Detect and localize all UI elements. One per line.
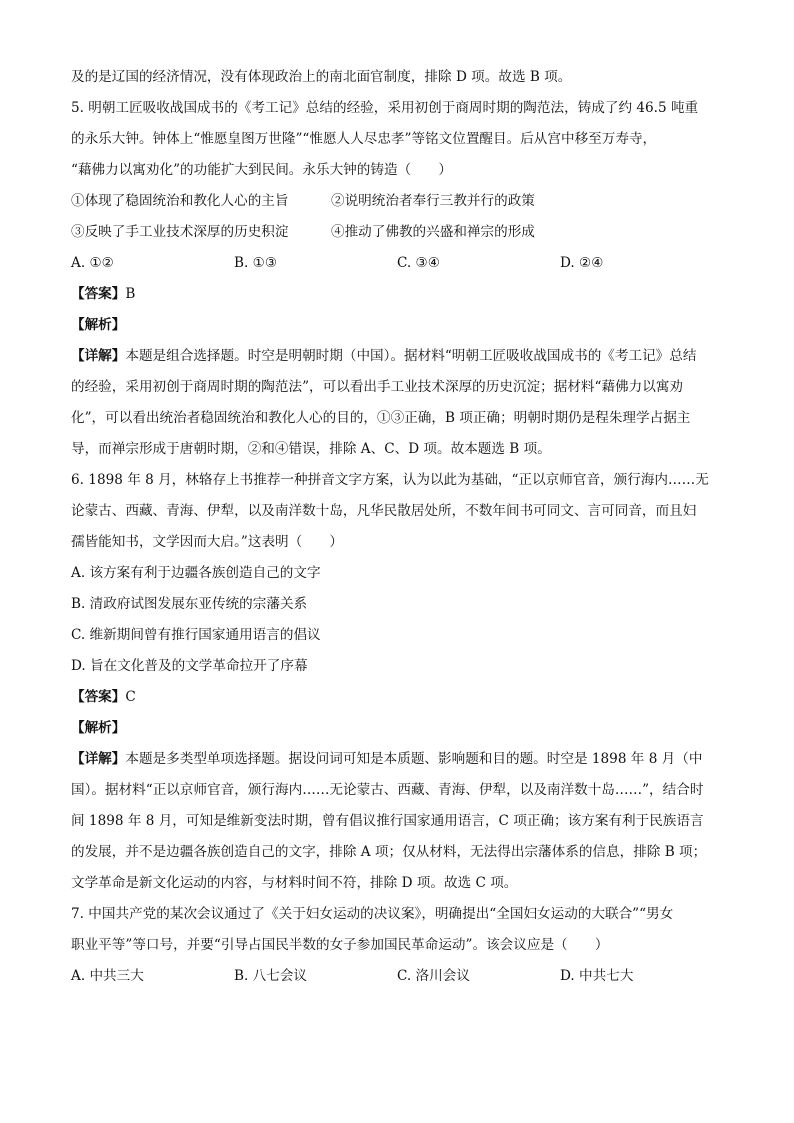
- q7-option-b: B. 八七会议: [234, 968, 308, 984]
- q5-detail-line-2: 的经验，采用初创于商周时期的陶范法”，可以看出手工业技术深厚的历史沉淀；据材料“藉佛力以寓劝: [71, 379, 684, 395]
- q5-items-row-1: [71, 186, 723, 217]
- q5-option-b: B. ①③: [234, 255, 278, 271]
- q5-stem-line-2: 的永乐大钟。钟体上“惟愿皇图万世隆”“惟愿人人尽忠孝”等铭文位置醒目。后从宫中移至万寿寺，: [71, 131, 657, 147]
- q6-detail-line-2: 国）。据材料“正以京师官音，颁行海内……无论蒙古、西藏、青海、伊犁，以及南洋数十岛……”，结合时: [71, 782, 704, 798]
- q5-detail-line-3: 化”，可以看出统治者稳固统治和教化人心的目的，①③正确，B 项正确；明朝时期仍是程朱理学占据主: [71, 410, 691, 426]
- question-6: [71, 465, 723, 899]
- q5-answer-tag: 【答案】: [71, 286, 126, 302]
- q6-stem-line-1: 6. 1898 年 8 月，林辂存上书推荐一种拼音文字方案，认为以此为基础，“正以京师官音，颁行海内……无: [71, 472, 709, 488]
- q5-analysis: [71, 310, 723, 341]
- q6-option-b: B. 清政府试图发展东亚传统的宗藩关系: [71, 596, 308, 612]
- q5-option-d: D. ②④: [560, 255, 604, 271]
- q6-detail-line-4: 的发展，并不是边疆各族创造自己的文字，排除 A 项；仅从材料，无法得出宗藩体系的信息，排除 B 项；: [71, 844, 707, 860]
- q6-answer-tag: 【答案】: [71, 689, 126, 705]
- q7-stem-line-1: 7. 中国共产党的某次会议通过了《关于妇女运动的决议案》，明确提出“全国妇女运动的大联合”“男女: [71, 906, 674, 922]
- q6-stem-line-2: 论蒙古、西藏、青海、伊犁，以及南洋数十岛，凡华民散居处所，不数年间书可同文、言可同音，而且妇: [71, 503, 697, 519]
- q5-item-2: ②说明统治者奉行三教并行的政策: [331, 193, 535, 209]
- q6-answer-value: C: [125, 689, 136, 705]
- q6-option-d: D. 旨在文化普及的文学革命拉开了序幕: [71, 658, 308, 674]
- q5-stem-line-1: 5. 明朝工匠吸收战国成书的《考工记》总结的经验，采用初创于商周时期的陶范法，铸成了约 46.5 吨重: [71, 100, 699, 116]
- q5-option-a: A. ①②: [71, 255, 114, 271]
- q5-analysis-tag: 【解析】: [71, 317, 126, 333]
- q5-items-row-2: [71, 217, 723, 248]
- q6-detail-tag: 【详解】: [71, 751, 126, 767]
- document-page: [71, 62, 723, 992]
- intro-text: 及的是辽国的经济情况，没有体现政治上的南北面官制度，排除 D 项。故选 B 项。: [71, 69, 572, 85]
- q5-answer: [71, 279, 723, 310]
- q6-analysis-tag: 【解析】: [71, 720, 126, 736]
- q6-stem-line-3: 孺皆能知书，文学因而大启。”这表明（ ）: [71, 534, 344, 550]
- q6-detail-line-1: [71, 744, 723, 775]
- q7-options: [71, 961, 723, 992]
- q5-detail-tag: 【详解】: [71, 348, 126, 364]
- q7-stem-line-2: 职业平等”等口号，并要“引导占国民半数的女子参加国民革命运动”。该会议应是（ ）: [71, 937, 609, 953]
- q5-item-4: ④推动了佛教的兴盛和禅宗的形成: [331, 224, 535, 240]
- q6-detail-line-5: 文学革命是新文化运动的内容，与材料时间不符，排除 D 项。故选 C 项。: [71, 875, 518, 891]
- q7-option-d: D. 中共七大: [560, 968, 634, 984]
- q5-options: [71, 248, 723, 279]
- q5-stem-line-3: “藉佛力以寓劝化”的功能扩大到民间。永乐大钟的铸造（ ）: [71, 162, 452, 178]
- q7-option-a: A. 中共三大: [71, 968, 144, 984]
- q6-detail-line-3: 间 1898 年 8 月，可知是维新变法时期，曾有倡议推行国家通用语言，C 项正确；该方案有利于民族语言: [71, 813, 704, 829]
- q5-item-1: ①体现了稳固统治和教化人心的主旨: [71, 193, 289, 209]
- question-5: [71, 93, 723, 465]
- q6-option-c: C. 维新期间曾有推行国家通用语言的倡议: [71, 627, 321, 643]
- q5-detail-line-1: [71, 341, 723, 372]
- q5-detail-text-1: 本题是组合选择题。时空是明朝时期（中国）。据材料“明朝工匠吸收战国成书的《考工记》总结: [125, 348, 697, 364]
- q5-detail-line-4: 导，而禅宗形成于唐朝时期，②和④错误，排除 A、C、D 项。故本题选 B 项。: [71, 441, 551, 457]
- q5-option-c: C. ③④: [397, 255, 440, 271]
- q6-analysis: [71, 713, 723, 744]
- q5-answer-value: B: [125, 286, 136, 302]
- q5-item-3: ③反映了手工业技术深厚的历史积淀: [71, 224, 289, 240]
- q7-option-c: C. 洛川会议: [397, 968, 470, 984]
- q6-option-a: A. 该方案有利于边疆各族创造自己的文字: [71, 565, 321, 581]
- q6-detail-text-1: 本题是多类型单项选择题。据设问词可知是本质题、影响题和目的题。时空是 1898 年 8 月（中: [125, 751, 703, 767]
- question-7: [71, 899, 723, 992]
- q6-answer: [71, 682, 723, 713]
